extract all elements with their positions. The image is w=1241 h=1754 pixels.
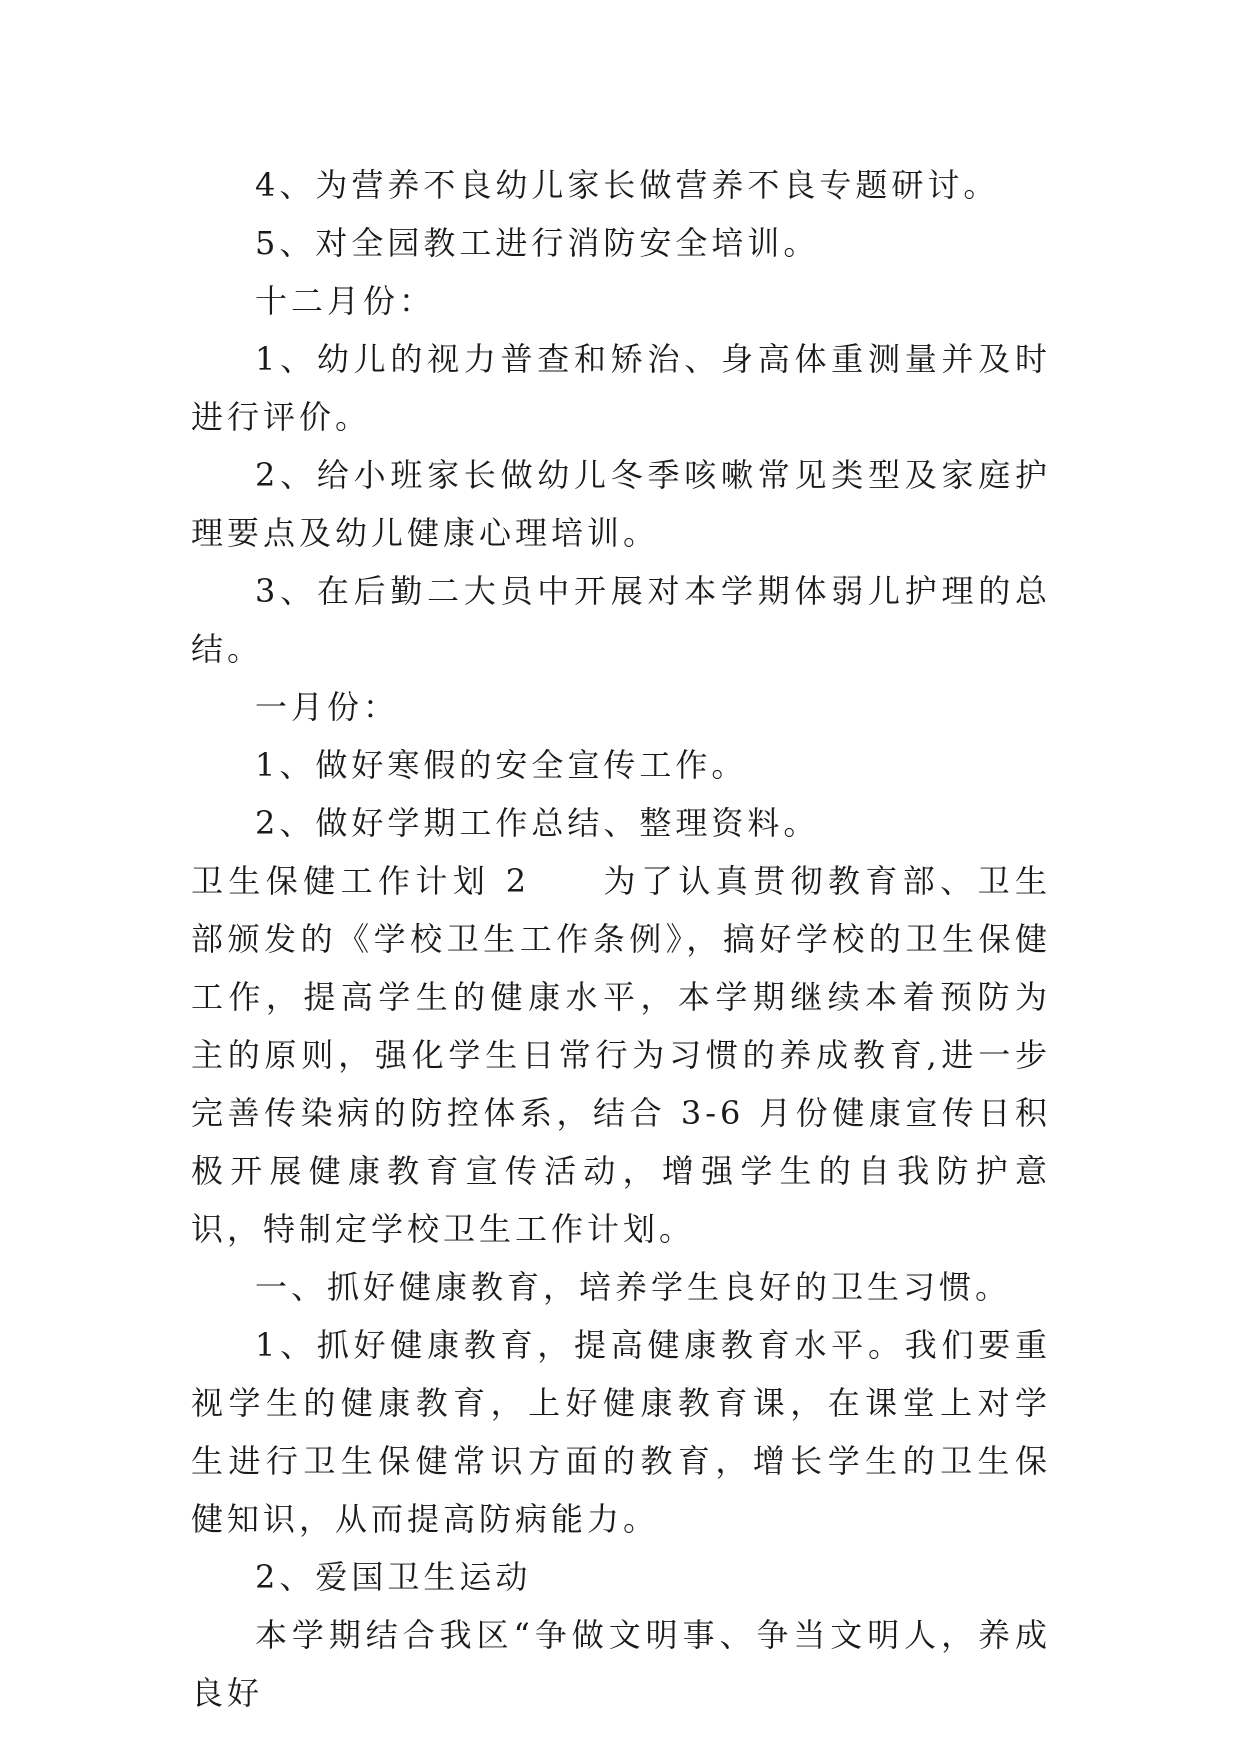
section-heading-january: 一月份： [255, 688, 400, 726]
paragraph: 1、做好寒假的安全宣传工作。 [255, 746, 748, 784]
section-title: 卫生保健工作计划 2 [191, 862, 531, 900]
paragraph: 3、在后勤二大员中开展对本学期体弱儿护理的总结。 [191, 572, 1051, 668]
paragraph: 1、幼儿的视力普查和矫治、身高体重测量并及时进行评价。 [191, 340, 1051, 436]
paragraph: 2、做好学期工作总结、整理资料。 [255, 804, 820, 842]
paragraph: 5、对全园教工进行消防安全培训。 [255, 224, 820, 262]
section-heading-health-education: 一、抓好健康教育，培养学生良好的卫生习惯。 [255, 1268, 1012, 1306]
document-body [191, 156, 1051, 1722]
paragraph: 2、给小班家长做幼儿冬季咳嗽常见类型及家庭护理要点及幼儿健康心理培训。 [191, 456, 1051, 552]
section-intro-text: 为了认真贯彻教育部、卫生部颁发的《学校卫生工作条例》，搞好学校的卫生保健工作，提高学生的健康水平，本学期继续本着预防为主的原则，强化学生日常行为习惯的养成教育,进一步完善传染病的防控体系，结合 3-6 月份健康宣传日积极开展健康教育宣传活动，增强学生的自我防护意识，特制定学校卫生工作计划。 [191, 862, 1051, 1248]
section-intro-paragraph [191, 852, 1051, 1258]
paragraph: 4、为营养不良幼儿家长做营养不良专题研讨。 [255, 166, 1000, 204]
paragraph: 2、爱国卫生运动 [255, 1558, 532, 1596]
paragraph: 1、抓好健康教育，提高健康教育水平。我们要重视学生的健康教育，上好健康教育课，在课堂上对学生进行卫生保健常识方面的教育，增长学生的卫生保健知识，从而提高防病能力。 [191, 1326, 1051, 1538]
paragraph: 本学期结合我区“争做文明事、争当文明人，养成良好 [191, 1616, 1051, 1712]
section-heading-december: 十二月份： [255, 282, 436, 320]
